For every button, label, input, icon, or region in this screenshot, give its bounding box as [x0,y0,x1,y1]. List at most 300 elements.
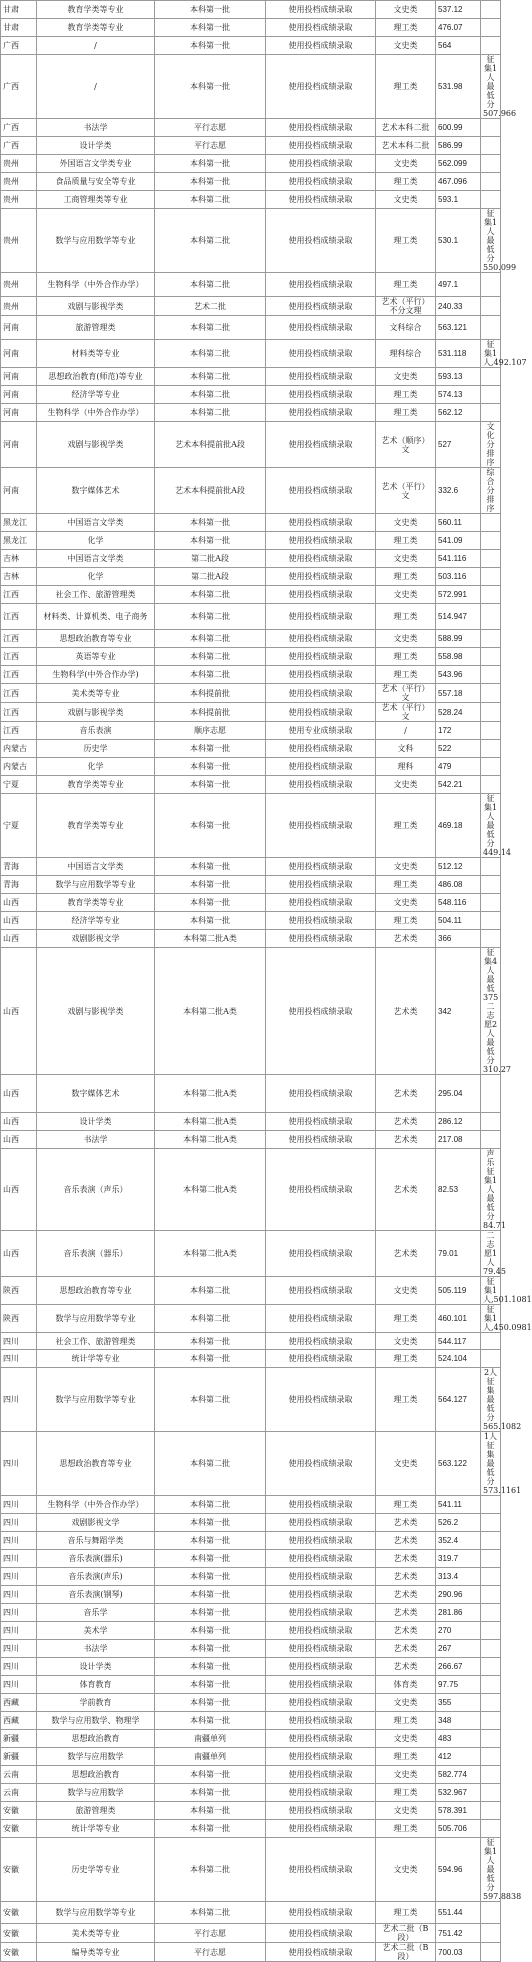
batch-cell: 本科第二批 [155,1368,266,1432]
major-cell: 经济学等专业 [37,386,155,404]
table-row [1,404,501,422]
batch-cell: 本科第一批 [155,532,266,550]
admission-rule-cell: 使用投档成绩录取 [266,173,376,191]
min-score-cell: 366 [436,930,481,948]
batch-cell: 本科第二批A类 [155,1231,266,1277]
province-cell: 江西 [1,586,37,604]
province-cell: 河南 [1,316,37,340]
table-row [1,1277,501,1305]
admission-rule-cell: 使用投档成绩录取 [266,368,376,386]
major-cell: 数学与应用数学等专业 [37,1305,155,1333]
province-cell: 四川 [1,1568,37,1586]
major-cell: 社会工作、旅游管理类 [37,586,155,604]
note-cell [481,758,501,776]
province-cell: 山西 [1,1131,37,1149]
major-cell: 社会工作、旅游管理类 [37,1333,155,1350]
note-cell [481,1604,501,1622]
note-cell: 征集1人,492.107 [481,340,501,368]
note-cell [481,155,501,173]
min-score-cell: 563.122 [436,1432,481,1496]
major-cell: 美术类等专业 [37,1924,155,1943]
table-row [1,1820,501,1838]
batch-cell: 平行志愿 [155,1943,266,1962]
admission-rule-cell: 使用投档成绩录取 [266,1550,376,1568]
subject-type-cell: 文科 [376,740,436,758]
subject-type-cell: 理工类 [376,19,436,37]
min-score-cell: 541.116 [436,550,481,568]
table-row [1,1730,501,1748]
admission-rule-cell: 使用投档成绩录取 [266,1,376,19]
note-cell [481,1730,501,1748]
min-score-cell: 560.11 [436,514,481,532]
table-row [1,794,501,858]
table-row [1,1568,501,1586]
major-cell: 中国语言文学类 [37,858,155,876]
province-cell: 江西 [1,604,37,630]
admission-rule-cell: 使用投档成绩录取 [266,648,376,666]
note-cell: 1人征集最低分573.1161 [481,1432,501,1496]
province-cell: 青海 [1,876,37,894]
batch-cell: 平行志愿 [155,119,266,137]
note-cell [481,776,501,794]
province-cell: 广西 [1,119,37,137]
province-cell: 安徽 [1,1838,37,1902]
batch-cell: 本科第二批A类 [155,1149,266,1231]
province-cell: 青海 [1,858,37,876]
admission-rule-cell: 使用投档成绩录取 [266,155,376,173]
major-cell: 统计学等专业 [37,1820,155,1838]
note-cell [481,1784,501,1802]
subject-type-cell: 理工类 [376,404,436,422]
batch-cell: 本科第二批 [155,386,266,404]
min-score-cell: 503.116 [436,568,481,586]
major-cell: 数学与应用数学等专业 [37,209,155,273]
province-cell: 四川 [1,1496,37,1514]
note-cell [481,1712,501,1730]
note-cell: 征集4人最低375 二志愿2人最低分310.27 [481,948,501,1075]
note-cell [481,1350,501,1368]
min-score-cell: 469.18 [436,794,481,858]
province-cell: 新疆 [1,1748,37,1766]
admission-rule-cell: 使用投档成绩录取 [266,1622,376,1640]
subject-type-cell: 艺术类 [376,930,436,948]
batch-cell: 本科第一批 [155,1514,266,1532]
table-row [1,1,501,19]
table-row [1,1838,501,1902]
province-cell: 河南 [1,404,37,422]
batch-cell: 本科第二批 [155,648,266,666]
province-cell: 西藏 [1,1712,37,1730]
major-cell: 生物科学（中外合作办学） [37,273,155,297]
min-score-cell: 593.13 [436,368,481,386]
province-cell: 四川 [1,1676,37,1694]
province-cell: 四川 [1,1333,37,1350]
province-cell: 四川 [1,1622,37,1640]
subject-type-cell: 理工类 [376,1368,436,1432]
batch-cell: 本科第一批 [155,1712,266,1730]
note-cell [481,191,501,209]
table-row [1,1784,501,1802]
admission-rule-cell: 使用投档成绩录取 [266,586,376,604]
subject-type-cell: 理工类 [376,1712,436,1730]
batch-cell: 本科第二批 [155,630,266,648]
major-cell: 音乐表演(声乐) [37,1568,155,1586]
batch-cell: 本科提前批 [155,684,266,703]
min-score-cell: 532.967 [436,1784,481,1802]
table-row [1,912,501,930]
note-cell [481,514,501,532]
admission-rule-cell: 使用投档成绩录取 [266,1496,376,1514]
batch-cell: 本科第二批 [155,604,266,630]
note-cell [481,1622,501,1640]
table-row [1,368,501,386]
table-row [1,586,501,604]
batch-cell: 本科第二批 [155,1496,266,1514]
min-score-cell: 479 [436,758,481,776]
admission-rule-cell: 使用投档成绩录取 [266,1350,376,1368]
major-cell: 书法学 [37,119,155,137]
note-cell [481,273,501,297]
min-score-cell: 97.75 [436,1676,481,1694]
province-cell: 山西 [1,1231,37,1277]
batch-cell: 本科第一批 [155,1,266,19]
province-cell: 贵州 [1,209,37,273]
table-row [1,604,501,630]
major-cell: 旅游管理类 [37,316,155,340]
province-cell: 广西 [1,137,37,155]
batch-cell: 本科第二批A类 [155,1075,266,1113]
min-score-cell: 460.101 [436,1305,481,1333]
major-cell: 思想政治教育等专业 [37,1277,155,1305]
major-cell: 音乐表演（器乐） [37,1231,155,1277]
min-score-cell: 497.1 [436,273,481,297]
subject-type-cell: 文史类 [376,1432,436,1496]
major-cell: 生物科学（中外合作办学） [37,1496,155,1514]
note-cell [481,1,501,19]
subject-type-cell: 文史类 [376,368,436,386]
subject-type-cell: 文史类 [376,1838,436,1902]
province-cell: 黑龙江 [1,532,37,550]
major-cell: 旅游管理类 [37,1802,155,1820]
min-score-cell: 348 [436,1712,481,1730]
admission-rule-cell: 使用投档成绩录取 [266,1640,376,1658]
subject-type-cell: 理工类 [376,273,436,297]
min-score-cell: 562.12 [436,404,481,422]
subject-type-cell: 艺术类 [376,1568,436,1586]
province-cell: 江西 [1,666,37,684]
major-cell: 数字媒体艺术 [37,1075,155,1113]
min-score-cell: 528.24 [436,703,481,722]
major-cell: 美术类等专业 [37,684,155,703]
batch-cell: 本科第一批 [155,894,266,912]
table-row [1,316,501,340]
province-cell: 宁夏 [1,794,37,858]
major-cell: 教育学类等专业 [37,1,155,19]
batch-cell: 本科第二批 [155,316,266,340]
major-cell: 音乐表演(器乐) [37,1550,155,1568]
batch-cell: 本科第一批 [155,1784,266,1802]
table-row [1,648,501,666]
major-cell: 戏剧影视文学 [37,1514,155,1532]
province-cell: 江西 [1,684,37,703]
admission-rule-cell: 使用投档成绩录取 [266,776,376,794]
batch-cell: 本科第一批 [155,55,266,119]
admission-rule-cell: 使用投档成绩录取 [266,297,376,316]
table-row [1,1676,501,1694]
major-cell: 音乐与舞蹈学类 [37,1532,155,1550]
subject-type-cell: 艺术类 [376,1131,436,1149]
table-row [1,340,501,368]
major-cell: 戏剧与影视学类 [37,948,155,1075]
note-cell: 文化分排序 [481,422,501,468]
min-score-cell: 355 [436,1694,481,1712]
batch-cell: 顺序志愿 [155,722,266,740]
major-cell: 英语等专业 [37,648,155,666]
admission-rule-cell: 使用投档成绩录取 [266,550,376,568]
batch-cell: 本科第二批 [155,209,266,273]
min-score-cell: 594.96 [436,1838,481,1902]
subject-type-cell: 艺术类 [376,1586,436,1604]
admission-rule-cell: 使用投档成绩录取 [266,1902,376,1924]
table-row [1,684,501,703]
table-row [1,37,501,55]
table-row [1,550,501,568]
admission-rule-cell: 使用投档成绩录取 [266,876,376,894]
min-score-cell: 548.116 [436,894,481,912]
min-score-cell: 467.096 [436,173,481,191]
note-cell [481,173,501,191]
note-cell [481,1924,501,1943]
subject-type-cell: 艺术类 [376,1514,436,1532]
batch-cell: 本科第一批 [155,1333,266,1350]
major-cell: 数学与应用数学 [37,1784,155,1802]
province-cell: 广西 [1,37,37,55]
subject-type-cell: 文史类 [376,1766,436,1784]
major-cell: 数学与应用数学等专业 [37,1368,155,1432]
province-cell: 安徽 [1,1924,37,1943]
admission-rule-cell: 使用投档成绩录取 [266,37,376,55]
major-cell: 戏剧影视文学 [37,930,155,948]
table-row [1,532,501,550]
min-score-cell: 319.7 [436,1550,481,1568]
note-cell [481,550,501,568]
table-row [1,1131,501,1149]
min-score-cell: 505.706 [436,1820,481,1838]
note-cell: 征集1人,450.0981 [481,1305,501,1333]
min-score-cell: 574.13 [436,386,481,404]
major-cell: 教育学类等专业 [37,776,155,794]
province-cell: 贵州 [1,191,37,209]
note-cell [481,703,501,722]
table-row [1,209,501,273]
batch-cell: 本科第一批 [155,1694,266,1712]
admission-rule-cell: 使用投档成绩录取 [266,1432,376,1496]
min-score-cell: 551.44 [436,1902,481,1924]
province-cell: 四川 [1,1350,37,1368]
note-cell [481,1113,501,1131]
note-cell [481,1676,501,1694]
note-cell: 征集1人,501.1081 [481,1277,501,1305]
note-cell [481,1532,501,1550]
major-cell: 数学与应用数学 [37,1748,155,1766]
note-cell [481,740,501,758]
table-row [1,1802,501,1820]
batch-cell: 本科第一批 [155,37,266,55]
min-score-cell: 504.11 [436,912,481,930]
major-cell: 思想政治教育 [37,1766,155,1784]
admission-rule-cell: 使用投档成绩录取 [266,1075,376,1113]
note-cell [481,1333,501,1350]
note-cell [481,532,501,550]
table-row [1,1075,501,1113]
min-score-cell: 751.42 [436,1924,481,1943]
table-row [1,703,501,722]
table-row [1,930,501,948]
province-cell: 江西 [1,722,37,740]
note-cell: 2人征集最低分565.1082 [481,1368,501,1432]
major-cell: 思想政治教育等专业 [37,1432,155,1496]
province-cell: 安徽 [1,1802,37,1820]
batch-cell: 本科第一批 [155,776,266,794]
province-cell: 四川 [1,1532,37,1550]
province-cell: 山西 [1,930,37,948]
table-row [1,1766,501,1784]
province-cell: 甘肃 [1,19,37,37]
min-score-cell: 486.08 [436,876,481,894]
subject-type-cell: 理工类 [376,1350,436,1368]
table-row [1,19,501,37]
min-score-cell: 240.33 [436,297,481,316]
subject-type-cell: 理工类 [376,1784,436,1802]
subject-type-cell: 理工类 [376,604,436,630]
province-cell: 贵州 [1,155,37,173]
major-cell: 教育学类等专业 [37,894,155,912]
batch-cell: 本科第二批A类 [155,1131,266,1149]
subject-type-cell: 理工类 [376,532,436,550]
admission-rule-cell: 使用投档成绩录取 [266,514,376,532]
batch-cell: 本科第一批 [155,19,266,37]
note-cell: 声乐征集1人最低分84.71 [481,1149,501,1231]
province-cell: 内蒙古 [1,758,37,776]
batch-cell: 本科第一批 [155,1550,266,1568]
admission-rule-cell: 使用投档成绩录取 [266,1568,376,1586]
admission-rule-cell: 使用投档成绩录取 [266,340,376,368]
major-cell: 设计学类 [37,1113,155,1131]
subject-type-cell: 艺术（平行）文 [376,703,436,722]
note-cell [481,1496,501,1514]
note-cell [481,19,501,37]
province-cell: 河南 [1,468,37,514]
province-cell: 山西 [1,1149,37,1231]
admission-rule-cell: 使用投档成绩录取 [266,422,376,468]
table-row [1,1658,501,1676]
batch-cell: 平行志愿 [155,1924,266,1943]
min-score-cell: 557.18 [436,684,481,703]
subject-type-cell: 艺术类 [376,1113,436,1131]
province-cell: 贵州 [1,273,37,297]
min-score-cell: 412 [436,1748,481,1766]
subject-type-cell: 文史类 [376,1277,436,1305]
batch-cell: 本科第一批 [155,155,266,173]
major-cell: 戏剧与影视学类 [37,703,155,722]
min-score-cell: 270 [436,1622,481,1640]
min-score-cell: 79.01 [436,1231,481,1277]
subject-type-cell: 艺术类 [376,1149,436,1231]
major-cell: 书法学 [37,1640,155,1658]
note-cell [481,1550,501,1568]
note-cell [481,1766,501,1784]
note-cell: 征集1人最低分550.099 [481,209,501,273]
table-row [1,1496,501,1514]
province-cell: 云南 [1,1766,37,1784]
subject-type-cell: 文史类 [376,191,436,209]
note-cell [481,604,501,630]
province-cell: 四川 [1,1658,37,1676]
subject-type-cell: 文史类 [376,1333,436,1350]
subject-type-cell: 文史类 [376,630,436,648]
subject-type-cell: 艺术二批（B段） [376,1924,436,1943]
note-cell: 征集1人最低分449.14 [481,794,501,858]
min-score-cell: 564 [436,37,481,55]
subject-type-cell: 文史类 [376,514,436,532]
admission-rule-cell: 使用投档成绩录取 [266,404,376,422]
admission-rule-cell: 使用投档成绩录取 [266,1712,376,1730]
major-cell: 工商管理类等专业 [37,191,155,209]
table-row [1,722,501,740]
note-cell [481,386,501,404]
subject-type-cell: 艺术类 [376,1231,436,1277]
table-row [1,173,501,191]
min-score-cell: 290.96 [436,1586,481,1604]
major-cell: 思想政治教育(师范)等专业 [37,368,155,386]
min-score-cell: 286.12 [436,1113,481,1131]
table-row [1,740,501,758]
min-score-cell: 582.774 [436,1766,481,1784]
subject-type-cell: 理工类 [376,912,436,930]
province-cell: 河南 [1,422,37,468]
batch-cell: 本科第二批A类 [155,930,266,948]
major-cell: 生物科学(中外合作办学) [37,666,155,684]
min-score-cell: 332.6 [436,468,481,514]
batch-cell: 本科第二批 [155,273,266,297]
subject-type-cell: 文史类 [376,776,436,794]
admission-rule-cell: 使用投档成绩录取 [266,1943,376,1962]
admission-rule-cell: 使用投档成绩录取 [266,1149,376,1231]
admission-rule-cell: 使用投档成绩录取 [266,316,376,340]
table-row [1,1113,501,1131]
admission-rule-cell: 使用投档成绩录取 [266,703,376,722]
note-cell [481,1902,501,1924]
subject-type-cell: 理科综合 [376,340,436,368]
subject-type-cell: 艺术（顺序）文 [376,422,436,468]
admission-rule-cell: 使用投档成绩录取 [266,1766,376,1784]
province-cell: 安徽 [1,1902,37,1924]
batch-cell: 本科提前批 [155,703,266,722]
subject-type-cell: 理工类 [376,1305,436,1333]
table-row [1,858,501,876]
province-cell: 吉林 [1,568,37,586]
table-row [1,137,501,155]
major-cell: 化学 [37,758,155,776]
table-row [1,1924,501,1943]
major-cell: 历史学等专业 [37,1838,155,1902]
province-cell: 山西 [1,1113,37,1131]
admission-rule-cell: 使用投档成绩录取 [266,1131,376,1149]
province-cell: 江西 [1,648,37,666]
subject-type-cell: 文史类 [376,1694,436,1712]
major-cell: 音乐表演(钢琴) [37,1586,155,1604]
note-cell [481,1820,501,1838]
